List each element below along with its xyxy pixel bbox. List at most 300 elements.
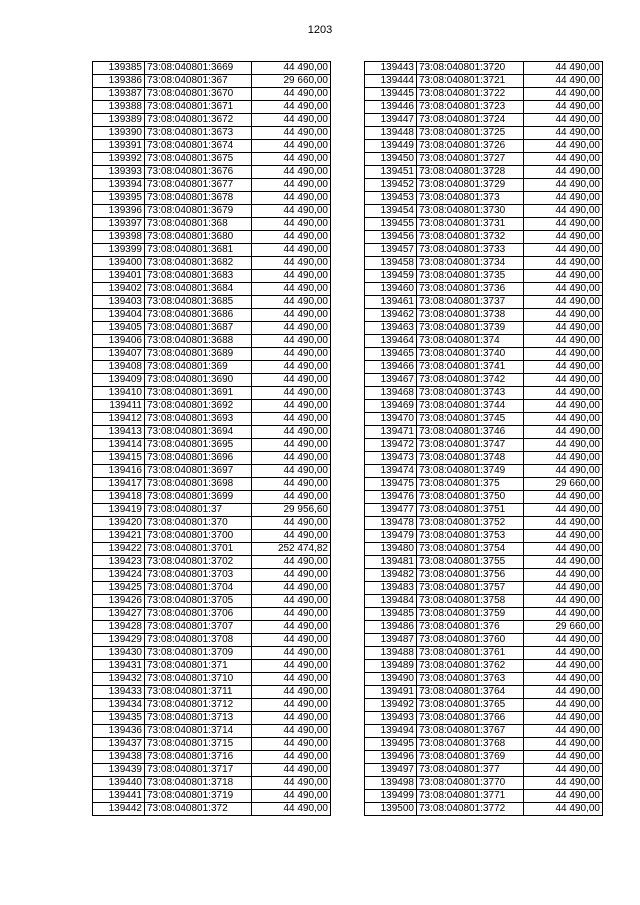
value-cell: 44 490,00 bbox=[252, 608, 331, 621]
row-number-cell: 139451 bbox=[365, 166, 417, 179]
cadastral-number-cell: 73:08:040801:3687 bbox=[145, 322, 252, 335]
value-cell: 29 660,00 bbox=[524, 621, 603, 634]
value-cell: 44 490,00 bbox=[252, 803, 331, 816]
table-row bbox=[93, 751, 331, 764]
cadastral-number-cell: 73:08:040801:3767 bbox=[417, 725, 524, 738]
table-row bbox=[365, 465, 603, 478]
table-row bbox=[93, 426, 331, 439]
row-number-cell: 139450 bbox=[365, 153, 417, 166]
row-number-cell: 139495 bbox=[365, 738, 417, 751]
cadastral-number-cell: 73:08:040801:3744 bbox=[417, 400, 524, 413]
row-number-cell: 139497 bbox=[365, 764, 417, 777]
table-row bbox=[365, 114, 603, 127]
table-row bbox=[93, 361, 331, 374]
value-cell: 44 490,00 bbox=[524, 569, 603, 582]
row-number-cell: 139420 bbox=[93, 517, 145, 530]
cadastral-number-cell: 73:08:040801:369 bbox=[145, 361, 252, 374]
row-number-cell: 139498 bbox=[365, 777, 417, 790]
value-cell: 44 490,00 bbox=[252, 205, 331, 218]
value-cell: 44 490,00 bbox=[524, 699, 603, 712]
value-cell: 44 490,00 bbox=[524, 686, 603, 699]
row-number-cell: 139433 bbox=[93, 686, 145, 699]
value-cell: 44 490,00 bbox=[524, 387, 603, 400]
cadastral-number-cell: 73:08:040801:3703 bbox=[145, 569, 252, 582]
cadastral-number-cell: 73:08:040801:3672 bbox=[145, 114, 252, 127]
cadastral-number-cell: 73:08:040801:368 bbox=[145, 218, 252, 231]
table-row bbox=[93, 62, 331, 75]
row-number-cell: 139487 bbox=[365, 634, 417, 647]
cadastral-number-cell: 73:08:040801:3745 bbox=[417, 413, 524, 426]
value-cell: 44 490,00 bbox=[524, 205, 603, 218]
value-cell: 44 490,00 bbox=[252, 439, 331, 452]
cadastral-number-cell: 73:08:040801:3708 bbox=[145, 634, 252, 647]
cadastral-number-cell: 73:08:040801:3678 bbox=[145, 192, 252, 205]
value-cell: 44 490,00 bbox=[252, 530, 331, 543]
table-row bbox=[93, 660, 331, 673]
value-cell: 44 490,00 bbox=[524, 673, 603, 686]
row-number-cell: 139476 bbox=[365, 491, 417, 504]
row-number-cell: 139421 bbox=[93, 530, 145, 543]
table-row bbox=[365, 62, 603, 75]
row-number-cell: 139444 bbox=[365, 75, 417, 88]
table-row bbox=[93, 192, 331, 205]
value-cell: 44 490,00 bbox=[252, 725, 331, 738]
value-cell: 44 490,00 bbox=[252, 686, 331, 699]
cadastral-number-cell: 73:08:040801:3700 bbox=[145, 530, 252, 543]
cadastral-number-cell: 73:08:040801:3738 bbox=[417, 309, 524, 322]
row-number-cell: 139453 bbox=[365, 192, 417, 205]
value-cell: 44 490,00 bbox=[524, 231, 603, 244]
row-number-cell: 139490 bbox=[365, 673, 417, 686]
left-registry-table bbox=[92, 61, 331, 816]
table-row bbox=[93, 543, 331, 556]
value-cell: 29 660,00 bbox=[524, 478, 603, 491]
row-number-cell: 139441 bbox=[93, 790, 145, 803]
value-cell: 44 490,00 bbox=[524, 179, 603, 192]
value-cell: 44 490,00 bbox=[524, 218, 603, 231]
cadastral-number-cell: 73:08:040801:3706 bbox=[145, 608, 252, 621]
row-number-cell: 139446 bbox=[365, 101, 417, 114]
value-cell: 44 490,00 bbox=[252, 283, 331, 296]
value-cell: 44 490,00 bbox=[524, 140, 603, 153]
table-row bbox=[365, 348, 603, 361]
cadastral-number-cell: 73:08:040801:3701 bbox=[145, 543, 252, 556]
cadastral-number-cell: 73:08:040801:3753 bbox=[417, 530, 524, 543]
row-number-cell: 139422 bbox=[93, 543, 145, 556]
table-row bbox=[93, 725, 331, 738]
value-cell: 44 490,00 bbox=[252, 88, 331, 101]
row-number-cell: 139409 bbox=[93, 374, 145, 387]
cadastral-number-cell: 73:08:040801:3766 bbox=[417, 712, 524, 725]
cadastral-number-cell: 73:08:040801:3752 bbox=[417, 517, 524, 530]
cadastral-number-cell: 73:08:040801:373 bbox=[417, 192, 524, 205]
value-cell: 29 956,60 bbox=[252, 504, 331, 517]
value-cell: 44 490,00 bbox=[524, 400, 603, 413]
row-number-cell: 139404 bbox=[93, 309, 145, 322]
table-row bbox=[93, 569, 331, 582]
table-row bbox=[365, 205, 603, 218]
value-cell: 44 490,00 bbox=[252, 153, 331, 166]
table-row bbox=[365, 569, 603, 582]
table-row bbox=[365, 751, 603, 764]
cadastral-number-cell: 73:08:040801:3704 bbox=[145, 582, 252, 595]
table-row bbox=[365, 478, 603, 491]
cadastral-number-cell: 73:08:040801:3723 bbox=[417, 101, 524, 114]
table-row bbox=[93, 764, 331, 777]
table-row bbox=[365, 322, 603, 335]
value-cell: 44 490,00 bbox=[252, 387, 331, 400]
value-cell: 44 490,00 bbox=[524, 114, 603, 127]
value-cell: 44 490,00 bbox=[524, 582, 603, 595]
table-row bbox=[365, 452, 603, 465]
table-row bbox=[365, 660, 603, 673]
row-number-cell: 139407 bbox=[93, 348, 145, 361]
row-number-cell: 139413 bbox=[93, 426, 145, 439]
table-row bbox=[93, 101, 331, 114]
row-number-cell: 139427 bbox=[93, 608, 145, 621]
cadastral-number-cell: 73:08:040801:3677 bbox=[145, 179, 252, 192]
table-row bbox=[365, 595, 603, 608]
row-number-cell: 139482 bbox=[365, 569, 417, 582]
row-number-cell: 139394 bbox=[93, 179, 145, 192]
cadastral-number-cell: 73:08:040801:3732 bbox=[417, 231, 524, 244]
cadastral-number-cell: 73:08:040801:3751 bbox=[417, 504, 524, 517]
row-number-cell: 139452 bbox=[365, 179, 417, 192]
table-row bbox=[93, 348, 331, 361]
table-row bbox=[93, 257, 331, 270]
value-cell: 44 490,00 bbox=[252, 296, 331, 309]
row-number-cell: 139395 bbox=[93, 192, 145, 205]
right-table-body bbox=[365, 62, 603, 816]
cadastral-number-cell: 73:08:040801:3694 bbox=[145, 426, 252, 439]
table-row bbox=[93, 621, 331, 634]
row-number-cell: 139492 bbox=[365, 699, 417, 712]
row-number-cell: 139405 bbox=[93, 322, 145, 335]
row-number-cell: 139469 bbox=[365, 400, 417, 413]
value-cell: 44 490,00 bbox=[524, 439, 603, 452]
row-number-cell: 139414 bbox=[93, 439, 145, 452]
row-number-cell: 139491 bbox=[365, 686, 417, 699]
table-row bbox=[93, 491, 331, 504]
table-row bbox=[93, 452, 331, 465]
cadastral-number-cell: 73:08:040801:3756 bbox=[417, 569, 524, 582]
table-row bbox=[365, 491, 603, 504]
value-cell: 252 474,82 bbox=[252, 543, 331, 556]
cadastral-number-cell: 73:08:040801:3726 bbox=[417, 140, 524, 153]
row-number-cell: 139390 bbox=[93, 127, 145, 140]
value-cell: 44 490,00 bbox=[524, 504, 603, 517]
table-row bbox=[365, 75, 603, 88]
row-number-cell: 139436 bbox=[93, 725, 145, 738]
cadastral-number-cell: 73:08:040801:371 bbox=[145, 660, 252, 673]
row-number-cell: 139458 bbox=[365, 257, 417, 270]
cadastral-number-cell: 73:08:040801:3709 bbox=[145, 647, 252, 660]
cadastral-number-cell: 73:08:040801:3707 bbox=[145, 621, 252, 634]
cadastral-number-cell: 73:08:040801:3691 bbox=[145, 387, 252, 400]
row-number-cell: 139397 bbox=[93, 218, 145, 231]
value-cell: 44 490,00 bbox=[252, 426, 331, 439]
table-row bbox=[93, 608, 331, 621]
value-cell: 44 490,00 bbox=[524, 348, 603, 361]
cadastral-number-cell: 73:08:040801:3710 bbox=[145, 673, 252, 686]
value-cell: 44 490,00 bbox=[252, 127, 331, 140]
row-number-cell: 139471 bbox=[365, 426, 417, 439]
table-row bbox=[365, 725, 603, 738]
table-row bbox=[365, 270, 603, 283]
table-row bbox=[93, 738, 331, 751]
value-cell: 44 490,00 bbox=[252, 478, 331, 491]
row-number-cell: 139475 bbox=[365, 478, 417, 491]
table-row bbox=[365, 218, 603, 231]
row-number-cell: 139408 bbox=[93, 361, 145, 374]
value-cell: 44 490,00 bbox=[252, 517, 331, 530]
table-row bbox=[93, 218, 331, 231]
row-number-cell: 139449 bbox=[365, 140, 417, 153]
value-cell: 44 490,00 bbox=[252, 660, 331, 673]
table-row bbox=[93, 205, 331, 218]
value-cell: 44 490,00 bbox=[524, 595, 603, 608]
table-row bbox=[365, 361, 603, 374]
value-cell: 44 490,00 bbox=[524, 361, 603, 374]
row-number-cell: 139419 bbox=[93, 504, 145, 517]
table-row bbox=[93, 140, 331, 153]
value-cell: 44 490,00 bbox=[252, 790, 331, 803]
value-cell: 44 490,00 bbox=[524, 153, 603, 166]
table-row bbox=[365, 621, 603, 634]
cadastral-number-cell: 73:08:040801:367 bbox=[145, 75, 252, 88]
row-number-cell: 139393 bbox=[93, 166, 145, 179]
cadastral-number-cell: 73:08:040801:3689 bbox=[145, 348, 252, 361]
row-number-cell: 139442 bbox=[93, 803, 145, 816]
table-row bbox=[365, 517, 603, 530]
row-number-cell: 139426 bbox=[93, 595, 145, 608]
value-cell: 44 490,00 bbox=[252, 582, 331, 595]
row-number-cell: 139424 bbox=[93, 569, 145, 582]
row-number-cell: 139445 bbox=[365, 88, 417, 101]
table-row bbox=[365, 400, 603, 413]
value-cell: 44 490,00 bbox=[524, 751, 603, 764]
value-cell: 44 490,00 bbox=[252, 400, 331, 413]
table-row bbox=[365, 582, 603, 595]
table-row bbox=[93, 88, 331, 101]
table-row bbox=[365, 88, 603, 101]
table-row bbox=[93, 270, 331, 283]
row-number-cell: 139443 bbox=[365, 62, 417, 75]
cadastral-number-cell: 73:08:040801:377 bbox=[417, 764, 524, 777]
cadastral-number-cell: 73:08:040801:3693 bbox=[145, 413, 252, 426]
value-cell: 44 490,00 bbox=[252, 634, 331, 647]
row-number-cell: 139474 bbox=[365, 465, 417, 478]
row-number-cell: 139398 bbox=[93, 231, 145, 244]
table-row bbox=[365, 387, 603, 400]
value-cell: 44 490,00 bbox=[524, 88, 603, 101]
row-number-cell: 139494 bbox=[365, 725, 417, 738]
value-cell: 44 490,00 bbox=[524, 712, 603, 725]
row-number-cell: 139454 bbox=[365, 205, 417, 218]
row-number-cell: 139428 bbox=[93, 621, 145, 634]
value-cell: 44 490,00 bbox=[524, 556, 603, 569]
cadastral-number-cell: 73:08:040801:3739 bbox=[417, 322, 524, 335]
cadastral-number-cell: 73:08:040801:3763 bbox=[417, 673, 524, 686]
table-row bbox=[93, 127, 331, 140]
value-cell: 44 490,00 bbox=[524, 777, 603, 790]
value-cell: 44 490,00 bbox=[252, 673, 331, 686]
cadastral-number-cell: 73:08:040801:3761 bbox=[417, 647, 524, 660]
cadastral-number-cell: 73:08:040801:3685 bbox=[145, 296, 252, 309]
table-row bbox=[93, 114, 331, 127]
value-cell: 44 490,00 bbox=[524, 426, 603, 439]
cadastral-number-cell: 73:08:040801:3748 bbox=[417, 452, 524, 465]
value-cell: 44 490,00 bbox=[252, 595, 331, 608]
row-number-cell: 139470 bbox=[365, 413, 417, 426]
value-cell: 44 490,00 bbox=[252, 179, 331, 192]
row-number-cell: 139485 bbox=[365, 608, 417, 621]
cadastral-number-cell: 73:08:040801:3697 bbox=[145, 465, 252, 478]
cadastral-number-cell: 73:08:040801:3669 bbox=[145, 62, 252, 75]
table-row bbox=[365, 608, 603, 621]
value-cell: 44 490,00 bbox=[252, 764, 331, 777]
table-row bbox=[93, 777, 331, 790]
cadastral-number-cell: 73:08:040801:370 bbox=[145, 517, 252, 530]
cadastral-number-cell: 73:08:040801:3681 bbox=[145, 244, 252, 257]
value-cell: 44 490,00 bbox=[252, 348, 331, 361]
cadastral-number-cell: 73:08:040801:3713 bbox=[145, 712, 252, 725]
cadastral-number-cell: 73:08:040801:3684 bbox=[145, 283, 252, 296]
row-number-cell: 139415 bbox=[93, 452, 145, 465]
value-cell: 44 490,00 bbox=[524, 62, 603, 75]
cadastral-number-cell: 73:08:040801:3729 bbox=[417, 179, 524, 192]
value-cell: 44 490,00 bbox=[524, 634, 603, 647]
table-row bbox=[93, 686, 331, 699]
row-number-cell: 139499 bbox=[365, 790, 417, 803]
row-number-cell: 139399 bbox=[93, 244, 145, 257]
cadastral-number-cell: 73:08:040801:3728 bbox=[417, 166, 524, 179]
row-number-cell: 139472 bbox=[365, 439, 417, 452]
cadastral-number-cell: 73:08:040801:3682 bbox=[145, 257, 252, 270]
cadastral-number-cell: 73:08:040801:3711 bbox=[145, 686, 252, 699]
table-row bbox=[93, 504, 331, 517]
row-number-cell: 139448 bbox=[365, 127, 417, 140]
value-cell: 44 490,00 bbox=[252, 556, 331, 569]
table-row bbox=[365, 530, 603, 543]
value-cell: 44 490,00 bbox=[524, 517, 603, 530]
cadastral-number-cell: 73:08:040801:37 bbox=[145, 504, 252, 517]
table-row bbox=[93, 465, 331, 478]
value-cell: 44 490,00 bbox=[524, 530, 603, 543]
table-row bbox=[365, 634, 603, 647]
value-cell: 44 490,00 bbox=[252, 244, 331, 257]
left-table-body bbox=[93, 62, 331, 816]
cadastral-number-cell: 73:08:040801:3731 bbox=[417, 218, 524, 231]
row-number-cell: 139481 bbox=[365, 556, 417, 569]
cadastral-number-cell: 73:08:040801:3696 bbox=[145, 452, 252, 465]
cadastral-number-cell: 73:08:040801:3679 bbox=[145, 205, 252, 218]
value-cell: 44 490,00 bbox=[252, 192, 331, 205]
table-row bbox=[365, 244, 603, 257]
table-row bbox=[365, 101, 603, 114]
right-registry-table bbox=[364, 61, 603, 816]
row-number-cell: 139432 bbox=[93, 673, 145, 686]
table-row bbox=[365, 647, 603, 660]
table-row bbox=[365, 712, 603, 725]
value-cell: 44 490,00 bbox=[524, 101, 603, 114]
table-row bbox=[365, 426, 603, 439]
value-cell: 44 490,00 bbox=[524, 608, 603, 621]
table-row bbox=[365, 296, 603, 309]
row-number-cell: 139440 bbox=[93, 777, 145, 790]
cadastral-number-cell: 73:08:040801:3758 bbox=[417, 595, 524, 608]
value-cell: 44 490,00 bbox=[252, 699, 331, 712]
value-cell: 29 660,00 bbox=[252, 75, 331, 88]
row-number-cell: 139467 bbox=[365, 374, 417, 387]
row-number-cell: 139462 bbox=[365, 309, 417, 322]
cadastral-number-cell: 73:08:040801:3716 bbox=[145, 751, 252, 764]
cadastral-number-cell: 73:08:040801:3746 bbox=[417, 426, 524, 439]
cadastral-number-cell: 73:08:040801:3673 bbox=[145, 127, 252, 140]
table-row bbox=[365, 127, 603, 140]
row-number-cell: 139468 bbox=[365, 387, 417, 400]
cadastral-number-cell: 73:08:040801:376 bbox=[417, 621, 524, 634]
cadastral-number-cell: 73:08:040801:3719 bbox=[145, 790, 252, 803]
value-cell: 44 490,00 bbox=[252, 621, 331, 634]
row-number-cell: 139396 bbox=[93, 205, 145, 218]
cadastral-number-cell: 73:08:040801:3699 bbox=[145, 491, 252, 504]
row-number-cell: 139455 bbox=[365, 218, 417, 231]
cadastral-number-cell: 73:08:040801:3760 bbox=[417, 634, 524, 647]
cadastral-number-cell: 73:08:040801:3757 bbox=[417, 582, 524, 595]
cadastral-number-cell: 73:08:040801:3743 bbox=[417, 387, 524, 400]
cadastral-number-cell: 73:08:040801:3771 bbox=[417, 790, 524, 803]
value-cell: 44 490,00 bbox=[252, 257, 331, 270]
row-number-cell: 139423 bbox=[93, 556, 145, 569]
table-row bbox=[93, 478, 331, 491]
row-number-cell: 139401 bbox=[93, 270, 145, 283]
cadastral-number-cell: 73:08:040801:3741 bbox=[417, 361, 524, 374]
table-row bbox=[93, 179, 331, 192]
value-cell: 44 490,00 bbox=[524, 270, 603, 283]
row-number-cell: 139447 bbox=[365, 114, 417, 127]
cadastral-number-cell: 73:08:040801:3715 bbox=[145, 738, 252, 751]
table-row bbox=[365, 192, 603, 205]
cadastral-number-cell: 73:08:040801:3722 bbox=[417, 88, 524, 101]
value-cell: 44 490,00 bbox=[252, 218, 331, 231]
table-row bbox=[365, 140, 603, 153]
cadastral-number-cell: 73:08:040801:3676 bbox=[145, 166, 252, 179]
value-cell: 44 490,00 bbox=[252, 374, 331, 387]
value-cell: 44 490,00 bbox=[524, 660, 603, 673]
cadastral-number-cell: 73:08:040801:3749 bbox=[417, 465, 524, 478]
row-number-cell: 139386 bbox=[93, 75, 145, 88]
table-row bbox=[93, 387, 331, 400]
cadastral-number-cell: 73:08:040801:3725 bbox=[417, 127, 524, 140]
table-row bbox=[365, 686, 603, 699]
cadastral-number-cell: 73:08:040801:3686 bbox=[145, 309, 252, 322]
value-cell: 44 490,00 bbox=[252, 491, 331, 504]
cadastral-number-cell: 73:08:040801:3759 bbox=[417, 608, 524, 621]
row-number-cell: 139459 bbox=[365, 270, 417, 283]
value-cell: 44 490,00 bbox=[252, 322, 331, 335]
table-row bbox=[93, 634, 331, 647]
row-number-cell: 139417 bbox=[93, 478, 145, 491]
cadastral-number-cell: 73:08:040801:3692 bbox=[145, 400, 252, 413]
value-cell: 44 490,00 bbox=[252, 62, 331, 75]
table-row bbox=[93, 309, 331, 322]
table-row bbox=[365, 309, 603, 322]
row-number-cell: 139477 bbox=[365, 504, 417, 517]
row-number-cell: 139416 bbox=[93, 465, 145, 478]
row-number-cell: 139389 bbox=[93, 114, 145, 127]
row-number-cell: 139480 bbox=[365, 543, 417, 556]
